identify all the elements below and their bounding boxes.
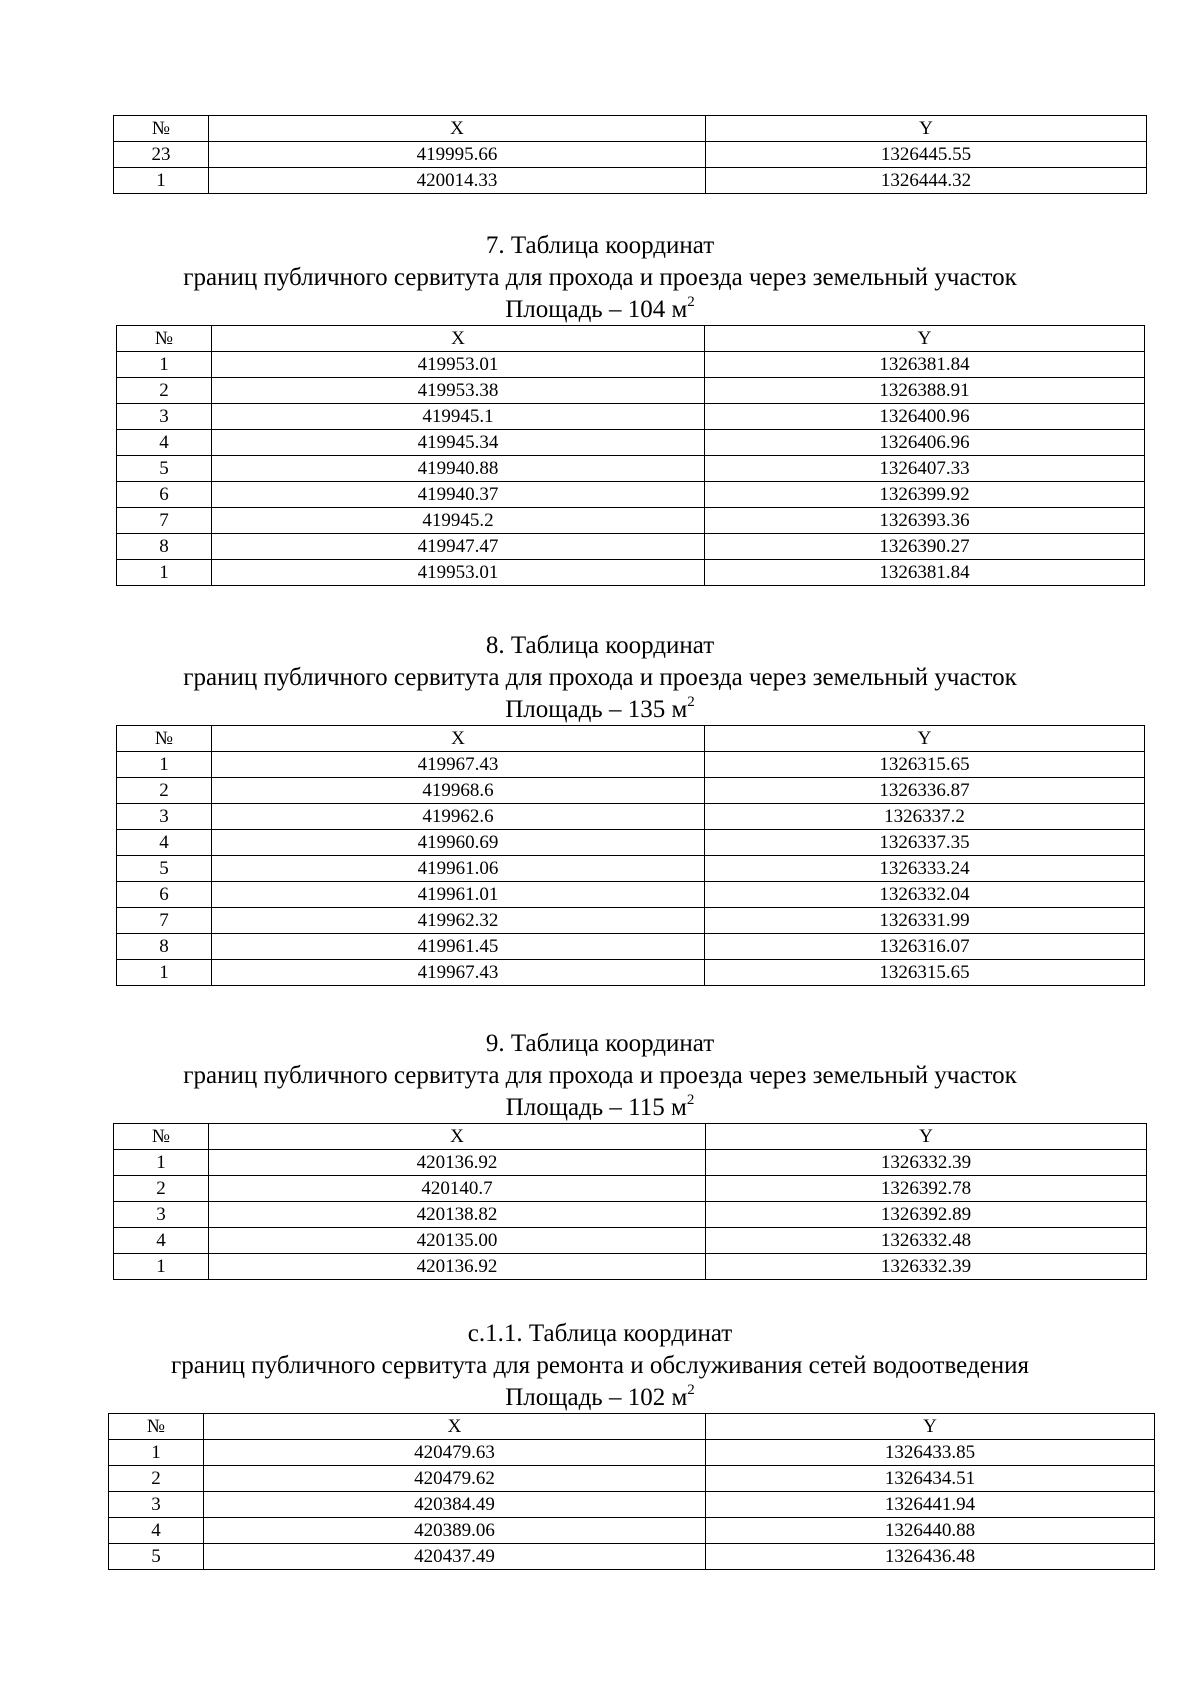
table-row <box>117 378 1145 404</box>
table-row <box>109 1518 1155 1544</box>
x-coordinate-cell: 419962.6 <box>212 804 705 830</box>
table-row <box>117 482 1145 508</box>
x-coordinate-cell: 419953.01 <box>212 560 705 586</box>
table-row <box>117 804 1145 830</box>
point-number-cell: 3 <box>114 1202 209 1228</box>
table-title: с.1.1. Таблица координат <box>467 1320 733 1347</box>
point-number-cell: 6 <box>117 882 212 908</box>
x-coordinate-cell: 419953.01 <box>212 352 705 378</box>
column-header-y: Y <box>705 726 1145 752</box>
y-coordinate-cell: 1326399.92 <box>705 482 1145 508</box>
table-row <box>117 778 1145 804</box>
x-coordinate-cell: 419967.43 <box>212 752 705 778</box>
table-subtitle: границ публичного сервитута для ремонта и обслуживания сетей водоотведения <box>171 1352 1029 1379</box>
table-row <box>114 142 1147 168</box>
x-coordinate-cell: 420437.49 <box>204 1544 706 1570</box>
column-header-number: № <box>114 1124 209 1150</box>
y-coordinate-cell: 1326337.35 <box>705 830 1145 856</box>
point-number-cell: 23 <box>114 142 209 168</box>
table-header-row <box>109 1414 1155 1440</box>
column-header-x: X <box>212 326 705 352</box>
column-header-y: Y <box>706 1414 1155 1440</box>
point-number-cell: 3 <box>117 404 212 430</box>
y-coordinate-cell: 1326332.39 <box>706 1150 1147 1176</box>
x-coordinate-cell: 420136.92 <box>209 1254 706 1280</box>
x-coordinate-cell: 419961.45 <box>212 934 705 960</box>
y-coordinate-cell: 1326393.36 <box>705 508 1145 534</box>
table-row <box>117 856 1145 882</box>
table-row <box>117 534 1145 560</box>
x-coordinate-cell: 419947.47 <box>212 534 705 560</box>
point-number-cell: 1 <box>114 1150 209 1176</box>
x-coordinate-cell: 419960.69 <box>212 830 705 856</box>
point-number-cell: 5 <box>117 456 212 482</box>
point-number-cell: 1 <box>117 352 212 378</box>
point-number-cell: 1 <box>114 168 209 194</box>
table-row <box>117 882 1145 908</box>
table-row <box>117 752 1145 778</box>
x-coordinate-cell: 420136.92 <box>209 1150 706 1176</box>
point-number-cell: 6 <box>117 482 212 508</box>
point-number-cell: 1 <box>117 560 212 586</box>
column-header-number: № <box>117 326 212 352</box>
y-coordinate-cell: 1326388.91 <box>705 378 1145 404</box>
y-coordinate-cell: 1326381.84 <box>705 560 1145 586</box>
point-number-cell: 5 <box>117 856 212 882</box>
point-number-cell: 4 <box>114 1228 209 1254</box>
y-coordinate-cell: 1326332.39 <box>706 1254 1147 1280</box>
point-number-cell: 4 <box>117 830 212 856</box>
table-subtitle: границ публичного сервитута для прохода и проезда через земельный участок <box>183 264 1017 291</box>
column-header-number: № <box>109 1414 204 1440</box>
table-area: Площадь – 135 $м^2$ <box>505 693 695 723</box>
table-header-row <box>117 326 1145 352</box>
y-coordinate-cell: 1326392.89 <box>706 1202 1147 1228</box>
table-area: Площадь – 115 $м^2$ <box>505 1091 695 1121</box>
x-coordinate-cell: 420014.33 <box>209 168 706 194</box>
table-title: 9. Таблица координат <box>485 1030 715 1057</box>
y-coordinate-cell: 1326407.33 <box>705 456 1145 482</box>
y-coordinate-cell: 1326315.65 <box>705 752 1145 778</box>
x-coordinate-cell: 419940.37 <box>212 482 705 508</box>
table-row <box>117 830 1145 856</box>
point-number-cell: 7 <box>117 508 212 534</box>
table-row <box>117 430 1145 456</box>
table-row <box>109 1492 1155 1518</box>
x-coordinate-cell: 420389.06 <box>204 1518 706 1544</box>
point-number-cell: 8 <box>117 934 212 960</box>
column-header-x: X <box>212 726 705 752</box>
table-row <box>114 168 1147 194</box>
point-number-cell: 1 <box>117 960 212 986</box>
point-number-cell: 8 <box>117 534 212 560</box>
table-row <box>117 404 1145 430</box>
x-coordinate-cell: 420384.49 <box>204 1492 706 1518</box>
coordinates-table-7 <box>116 325 1145 586</box>
x-coordinate-cell: 419945.2 <box>212 508 705 534</box>
x-coordinate-cell: 420479.63 <box>204 1440 706 1466</box>
x-coordinate-cell: 419961.06 <box>212 856 705 882</box>
table-row <box>117 934 1145 960</box>
x-coordinate-cell: 420479.62 <box>204 1466 706 1492</box>
column-header-x: X <box>209 1124 706 1150</box>
table-subtitle: границ публичного сервитута для прохода и проезда через земельный участок <box>183 664 1017 691</box>
point-number-cell: 5 <box>109 1544 204 1570</box>
point-number-cell: 7 <box>117 908 212 934</box>
y-coordinate-cell: 1326392.78 <box>706 1176 1147 1202</box>
y-coordinate-cell: 1326336.87 <box>705 778 1145 804</box>
table-title: 8. Таблица координат <box>485 632 715 659</box>
table-row <box>117 908 1145 934</box>
table-title: 7. Таблица координат <box>485 232 715 259</box>
y-coordinate-cell: 1326315.65 <box>705 960 1145 986</box>
table-row <box>117 560 1145 586</box>
coordinates-table-continued <box>113 115 1147 194</box>
table-area: Площадь – 104 $м^2$ <box>505 293 695 323</box>
table-row <box>109 1544 1155 1570</box>
point-number-cell: 3 <box>109 1492 204 1518</box>
y-coordinate-cell: 1326337.2 <box>705 804 1145 830</box>
table-heading-9 <box>0 1028 1200 1124</box>
point-number-cell: 2 <box>117 778 212 804</box>
table-row <box>114 1176 1147 1202</box>
point-number-cell: 2 <box>117 378 212 404</box>
y-coordinate-cell: 1326406.96 <box>705 430 1145 456</box>
y-coordinate-cell: 1326441.94 <box>706 1492 1155 1518</box>
point-number-cell: 4 <box>117 430 212 456</box>
column-header-x: X <box>204 1414 706 1440</box>
table-row <box>109 1440 1155 1466</box>
x-coordinate-cell: 419962.32 <box>212 908 705 934</box>
x-coordinate-cell: 419945.34 <box>212 430 705 456</box>
point-number-cell: 1 <box>114 1254 209 1280</box>
table-header-row <box>117 726 1145 752</box>
coordinates-table-9 <box>113 1123 1147 1280</box>
table-row <box>117 960 1145 986</box>
table-row <box>114 1202 1147 1228</box>
point-number-cell: 4 <box>109 1518 204 1544</box>
y-coordinate-cell: 1326316.07 <box>705 934 1145 960</box>
table-row <box>114 1228 1147 1254</box>
y-coordinate-cell: 1326433.85 <box>706 1440 1155 1466</box>
y-coordinate-cell: 1326333.24 <box>705 856 1145 882</box>
x-coordinate-cell: 419961.01 <box>212 882 705 908</box>
table-row <box>117 352 1145 378</box>
point-number-cell: 2 <box>109 1466 204 1492</box>
x-coordinate-cell: 419995.66 <box>209 142 706 168</box>
y-coordinate-cell: 1326444.32 <box>706 168 1147 194</box>
table-row <box>109 1466 1155 1492</box>
point-number-cell: 1 <box>109 1440 204 1466</box>
table-header-row <box>114 1124 1147 1150</box>
column-header-number: № <box>117 726 212 752</box>
y-coordinate-cell: 1326440.88 <box>706 1518 1155 1544</box>
x-coordinate-cell: 419945.1 <box>212 404 705 430</box>
table-row <box>114 1254 1147 1280</box>
y-coordinate-cell: 1326445.55 <box>706 142 1147 168</box>
table-heading-c11 <box>0 1318 1200 1414</box>
coordinates-table-c11 <box>108 1413 1155 1570</box>
y-coordinate-cell: 1326332.48 <box>706 1228 1147 1254</box>
column-header-x: X <box>209 116 706 142</box>
table-row <box>114 1150 1147 1176</box>
x-coordinate-cell: 420140.7 <box>209 1176 706 1202</box>
y-coordinate-cell: 1326390.27 <box>705 534 1145 560</box>
x-coordinate-cell: 419940.88 <box>212 456 705 482</box>
y-coordinate-cell: 1326381.84 <box>705 352 1145 378</box>
table-heading-7 <box>0 230 1200 326</box>
column-header-y: Y <box>706 1124 1147 1150</box>
table-header-row <box>114 116 1147 142</box>
table-row <box>117 508 1145 534</box>
x-coordinate-cell: 420138.82 <box>209 1202 706 1228</box>
x-coordinate-cell: 419968.6 <box>212 778 705 804</box>
coordinates-table-8 <box>116 725 1145 986</box>
table-subtitle: границ публичного сервитута для прохода и проезда через земельный участок <box>183 1062 1017 1089</box>
point-number-cell: 1 <box>117 752 212 778</box>
y-coordinate-cell: 1326400.96 <box>705 404 1145 430</box>
x-coordinate-cell: 419967.43 <box>212 960 705 986</box>
column-header-number: № <box>114 116 209 142</box>
y-coordinate-cell: 1326434.51 <box>706 1466 1155 1492</box>
y-coordinate-cell: 1326436.48 <box>706 1544 1155 1570</box>
table-area: Площадь – 102 $м^2$ <box>505 1381 695 1411</box>
x-coordinate-cell: 420135.00 <box>209 1228 706 1254</box>
y-coordinate-cell: 1326332.04 <box>705 882 1145 908</box>
column-header-y: Y <box>705 326 1145 352</box>
y-coordinate-cell: 1326331.99 <box>705 908 1145 934</box>
table-row <box>117 456 1145 482</box>
x-coordinate-cell: 419953.38 <box>212 378 705 404</box>
point-number-cell: 2 <box>114 1176 209 1202</box>
column-header-y: Y <box>706 116 1147 142</box>
point-number-cell: 3 <box>117 804 212 830</box>
table-heading-8 <box>0 630 1200 726</box>
